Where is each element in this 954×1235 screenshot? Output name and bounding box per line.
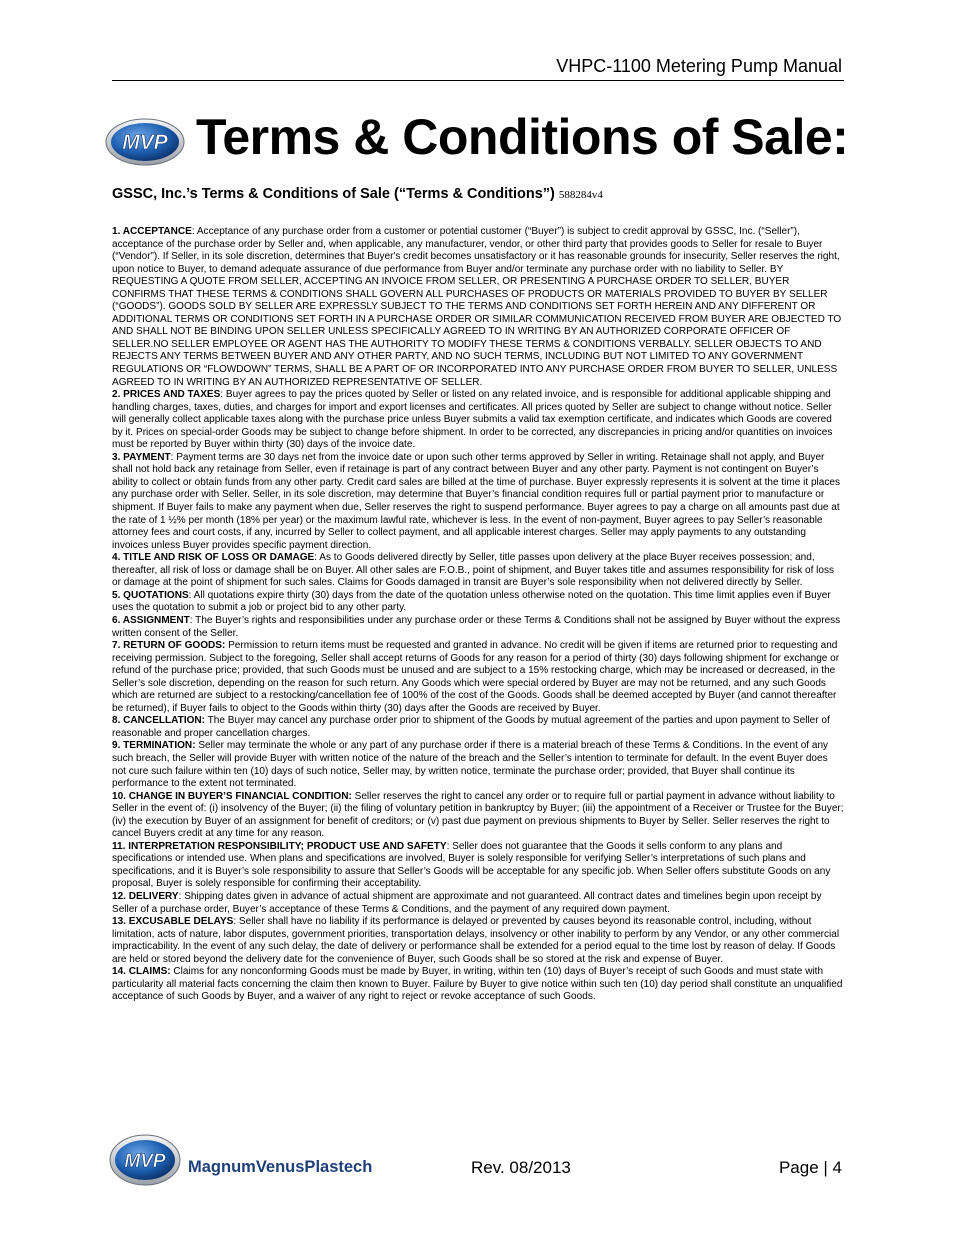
term-text: Permission to return items must be requested and granted in advance. No credit will be given if items are returned prior to requesting and receiving permission. Subject to the foregoing, Seller shall accept returns of Goods for any reason for a period of thirty (30) days following shipment for exchange or refund of the purchase price; provided, that such Goods must be unused and are subject to a 15% restocking charge, which may be increased or decreased, in the Seller’s sole discretion, depending on the reason for such return. Any Goods which were special ordered by Buyer are may not be returned, and any such Goods which are returned are subject to a restocking/cancellation fee of 100% of the cost of the Goods. Goods shall be deemed accepted by Buyer (and cannot thereafter be returned), if Buyer fails to object to the Goods within thirty (30) days after the Goods are received by Buyer. [112,640,840,714]
term-section [112,226,844,389]
term-heading: 1. ACCEPTANCE [112,226,192,237]
term-text: : Buyer agrees to pay the prices quoted by Seller or listed on any related invoice, and is responsible for additional applicable shipping and handling charges, taxes, duties, and charges for import and export licenses and certificates. All prices quoted by Seller are subject to change without notice. Seller will generally collect applicable taxes along with the purchase price unless Buyer submits a valid tax exemption certificate, and indicates which Goods are covered by it. Prices on special-order Goods may be subject to change before shipment. In order to be corrected, any discrepancies in pricing and/or quantities on invoices must be reported by Buyer within thirty (30) days of the invoice date. [112,389,833,451]
term-heading: 11. INTERPRETATION RESPONSIBILITY; PRODUCT USE AND SAFETY [112,840,447,852]
term-text: : Seller does not guarantee that the Goods it sells conform to any plans and specifications or intended use. When plans and specifications are involved, Buyer is solely responsible for verifying Seller’s interpretations of such plans and specifications, and it is Buyer’s sole responsibility to assure that Seller’s Goods will be acceptable for any specific job. When Seller offers substitute Goods on any proposal, Buyer is solely responsible for confirming their acceptability. [112,840,831,890]
logo-text: MVP [122,131,168,154]
term-section [112,615,844,640]
company-logo-icon [108,1132,398,1188]
term-section [112,966,844,1004]
header-divider [112,80,844,81]
page-title: Terms & Conditions of Sale: [196,109,849,165]
term-text: The Buyer may cancel any purchase order prior to shipment of the Goods by mutual agreement of the parties and upon payment to Seller of reasonable and proper cancellation charges. [112,715,830,739]
term-heading: 6. ASSIGNMENT [112,614,190,626]
subtitle-text: GSSC, Inc.’s Terms & Conditions of Sale (“Terms & Conditions”) [112,186,559,202]
term-section [112,891,844,916]
term-heading: 9. TERMINATION: [112,740,196,752]
term-section [112,590,844,615]
term-heading: 14. CLAIMS: [112,966,171,978]
term-section [112,715,844,740]
term-section [112,552,844,590]
term-heading: 5. QUOTATIONS [112,589,189,601]
term-section [112,740,844,790]
revision-date: Rev. 08/2013 [471,1158,571,1177]
term-heading: 3. PAYMENT [112,451,171,463]
term-text: : Seller shall have no liability if its performance is delayed or prevented by causes beyond its reasonable control, including, without limitation, acts of nature, labor disputes, government priorities, transportation delays, insolvency or other inability to perform by any Vendor, or any other commercial impracticability. In the event of any such delay, the date of delivery or performance shall be extended for a period equal to the time lost by reason of delay. If Goods are held or stored beyond the delivery date for the convenience of Buyer, such Goods shall be so stored at the risk and expense of Buyer. [112,916,840,965]
term-text: : The Buyer’s rights and responsibilities under any purchase order or these Terms & Conditions shall not be assigned by Buyer without the express written consent of the Seller. [112,614,841,639]
term-section [112,640,844,715]
term-text: Seller may terminate the whole or any part of any purchase order if there is a material breach of these Terms & Conditions. In the event of any such breach, the Seller will provide Buyer with written notice of the nature of the breach and the Seller’s intention to terminate for default. In the event Buyer does not cure such failure within ten (10) days of such notice, Seller may, by written notice, terminate the purchase order; provided, that Buyer shall continue its performance to the extent not terminated. [112,740,829,790]
document-id: 588284v4 [558,189,603,201]
manual-title: VHPC-1100 Metering Pump Manual [556,56,842,76]
term-section [112,916,844,966]
footer-logo-text: MVP [124,1151,166,1172]
term-heading: 4. TITLE AND RISK OF LOSS OR DAMAGE [112,552,315,564]
page-number: Page | 4 [778,1158,842,1177]
term-section [112,791,844,841]
term-section [112,841,844,891]
term-text: : All quotations expire thirty (30) days from the date of the quotation unless otherwise noted on the quotation. This time limit applies even if Buyer uses the quotation to submit a job or project bid to any other party. [112,589,831,614]
terms-body [112,226,844,1004]
term-text: : Acceptance of any purchase order from a customer or potential customer (“Buyer”) is subject to credit approval by GSSC, Inc. (“Seller”), acceptance of the purchase order by Seller and, when applicable, any manufacturer, vendor, or other third party that provides goods to Seller for resale to Buyer (“Vendor”). If Seller, in its sole discretion, determines that Buyer's credit becomes unsatisfactory or it has reasonable grounds for insecurity, Seller reserves the right, upon notice to Buyer, to demand adequate assurance of due performance from Buyer and/or terminate any purchase order with no liability to Seller. BY REQUESTING A QUOTE FROM SELLER, ACCEPTING AN INVOICE FROM SELLER, OR PRESENTING A PURCHASE ORDER TO SELLER, BUYER CONFIRMS THAT THESE TERMS & CONDITIONS SHALL GOVERN ALL PURCHASES OF PRODUCTS OR MATERIALS PROVIDED TO BUYER BY SELLER (“GOODS”). GOODS SOLD BY SELLER ARE EXPRESSLY SUBJECT TO THE TERMS AND CONDITIONS SET FORTH HEREIN AND ANY DIFFERENT OR ADDITIONAL TERMS OR CONDITIONS SET FORTH IN A PURCHASE ORDER OR SIMILAR COMMUNICATION RECEIVED FROM BUYER ARE OBJECTED TO AND SHALL NOT BE BINDING UPON SELLER UNLESS SPECIFICALLY AGREED TO IN WRITING BY AN AUTHORIZED CORPORATE OFFICER OF SELLER.NO SELLER EMPLOYEE OR AGENT HAS THE AUTHORITY TO MODIFY THESE TERMS & CONDITIONS VERBALLY. SELLER OBJECTS TO AND REJECTS ANY TERMS BETWEEN BUYER AND ANY OTHER PARTY, AND NO SUCH TERMS, INCLUDING BUT NOT LIMITED TO ANY GOVERNMENT REGULATIONS OR “FLOWDOWN” TERMS, SHALL BE A PART OF OR INCORPORATED INTO ANY PURCHASE ORDER FROM BUYER TO SELLER, UNLESS AGREED TO IN WRITING BY AN AUTHORIZED REPRESENTATIVE OF SELLER. [112,226,842,388]
term-heading: 13. EXCUSABLE DELAYS [112,916,234,928]
term-section [112,452,844,552]
term-text: : As to Goods delivered directly by Seller, title passes upon delivery at the place Buyer receives possession; and, thereafter, all risk of loss or damage shall be on Buyer. All other sales are F.O.B., point of shipment, and Buyer takes title and assumes responsibility for risk of loss or damage at the point of shipment for such sales. Claims for Goods damaged in transit are Buyer’s sole responsibility when not delivered directly by Seller. [112,552,835,589]
term-heading: 10. CHANGE IN BUYER’S FINANCIAL CONDITION: [112,790,352,802]
company-name: MagnumVenusPlastech [188,1158,373,1176]
terms-subtitle [112,186,603,202]
mvp-logo-icon [104,116,186,168]
term-text: Seller reserves the right to cancel any order or to require full or partial payment in advance without liability to Seller in the event of: (i) insolvency of the Buyer; (ii) the filing of voluntary petition in bankruptcy by Buyer; (iii) the appointment of a Receiver or Trustee for the Buyer; (iv) the execution by Buyer of an assignment for benefit of creditors; or (v) past due payment on previous shipments to Buyer by Seller. Seller reserves the right to cancel Buyers credit at any time for any reason. [112,790,844,840]
term-heading: 7. RETURN OF GOODS: [112,640,226,652]
term-text: : Shipping dates given in advance of actual shipment are approximate and not guaranteed. All contract dates and timelines begin upon receipt by Seller of a purchase order, Buyer’s acceptance of these Terms & Conditions, and the payment of any required down payment. [112,890,822,915]
term-heading: 8. CANCELLATION: [112,715,206,727]
term-heading: 12. DELIVERY [112,890,179,902]
term-section [112,389,844,452]
term-heading: 2. PRICES AND TAXES [112,389,221,401]
term-text: : Payment terms are 30 days net from the invoice date or upon such other terms approved by Seller in writing. Retainage shall not apply, and Buyer shall not hold back any retainage from Seller, even if retainage is part of any contract between Buyer and any other party. Payment is not contingent on Buyer’s ability to collect or obtain funds from any other party. Credit card sales are billed at the time of purchase. Buyer expressly represents it is solvent at the time it places any purchase order with Seller. Seller, in its sole discretion, may determine that Buyer’s financial condition requires full or partial payment prior to manufacture or shipment. If Buyer fails to make any payment when due, Seller reserves the right to suspend performance. Buyer agrees to pay a charge on all amounts past due at the rate of 1 ½% per month (18% per year) or the maximum lawful rate, whichever is less. In the event of non-payment, Buyer agrees to pay Seller’s reasonable attorney fees and court costs, if any, incurred by Seller to collect payment, and all applicable interest charges. Seller may apply payments to any outstanding invoices unless Buyer provides specific payment direction. [112,451,840,551]
term-text: Claims for any nonconforming Goods must be made by Buyer, in writing, within ten (10) days of Buyer’s receipt of such Goods and must state with particularity all material facts concerning the claim then known to Buyer. Failure by Buyer to give notice within such ten (10) day period shall constitute an unqualified acceptance of such Goods by Buyer, and a waiver of any right to reject or revoke acceptance of such Goods. [112,966,843,1003]
